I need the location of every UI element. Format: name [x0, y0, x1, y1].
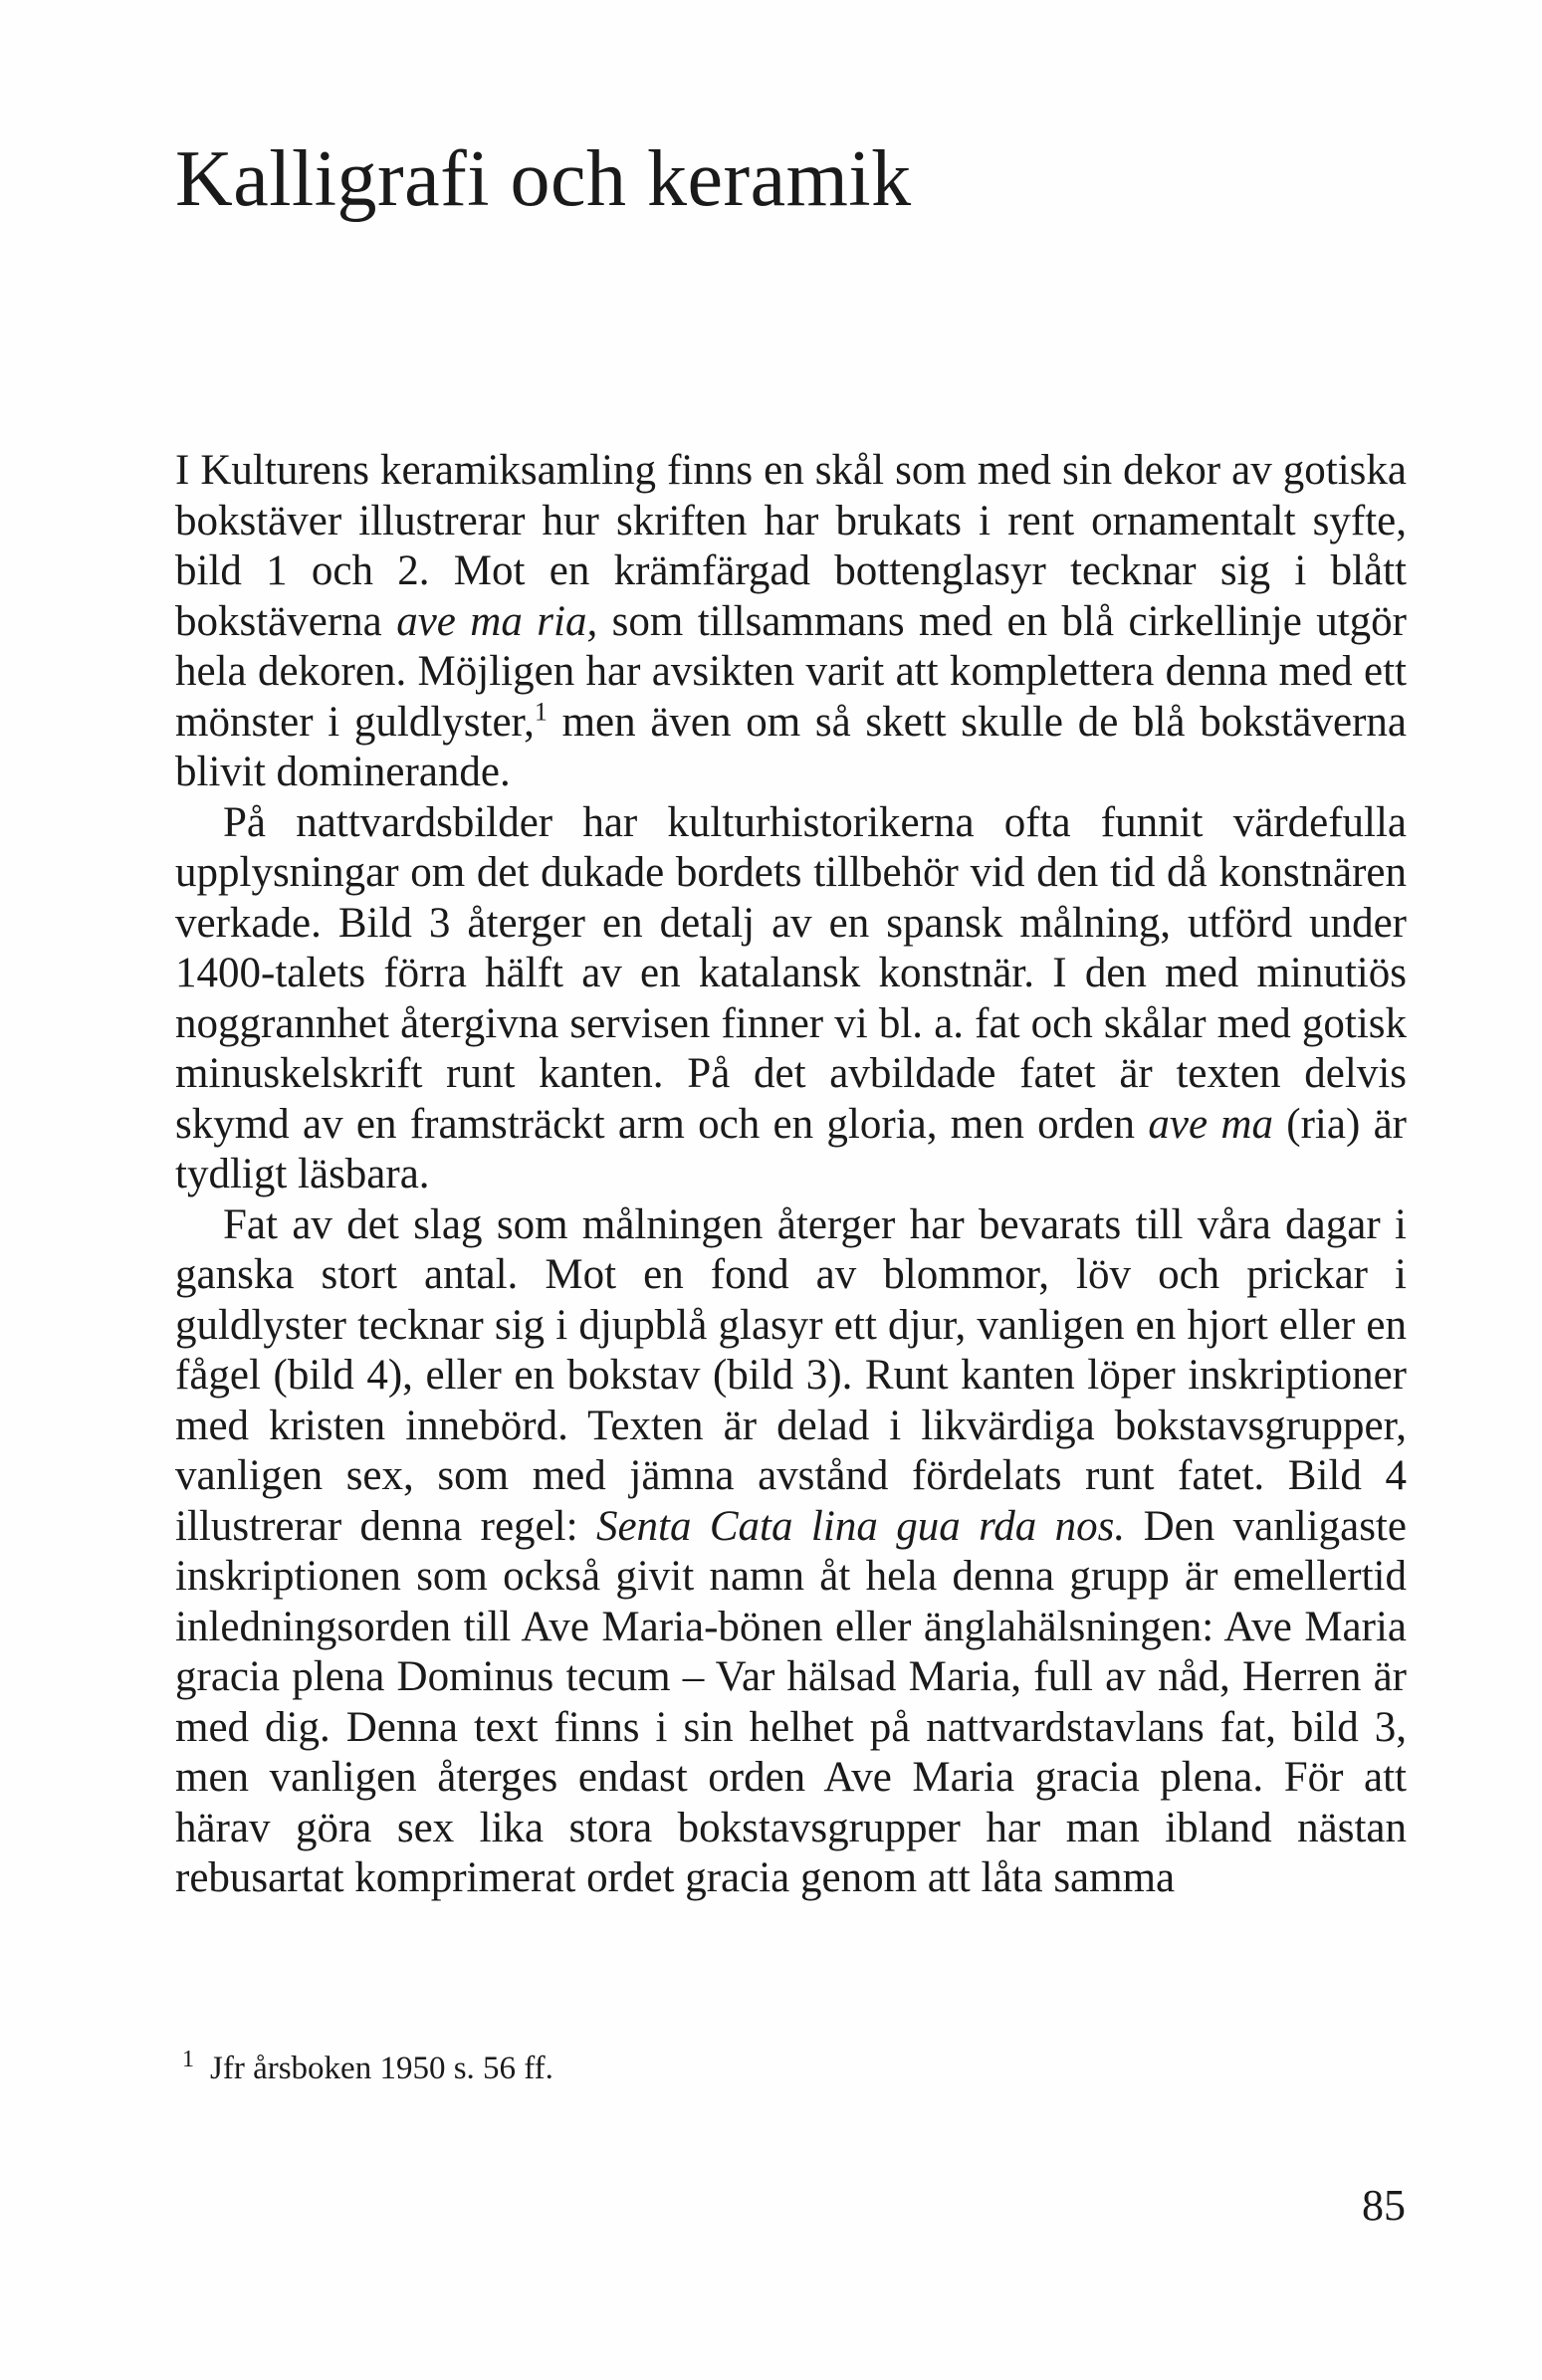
- paragraph: [175, 1200, 1407, 1904]
- text-segment: (ria) är tydligt läsbara.: [175, 1100, 1407, 1197]
- text-segment: I Kulturens keramiksamling finns en skål som med sin dekor av gotiska bokstäver illustrerar hur skriften har brukats i rent ornamentalt syfte, bild 1 och 2. Mot en krämfärgad bottenglasyr tecknar sig i blått bokstäverna: [175, 447, 1407, 645]
- text-segment: På nattvardsbilder har kulturhistorikerna ofta funnit värdefulla upplysningar om det dukade bordets tillbehör vid den tid då konstnären verkade. Bild 3 återger en detalj av en spansk målning, utförd under 1400-talets förra hälft av en katalansk konstnär. I den med minutiös noggrannhet återgivna servisen finner vi bl. a. fat och skålar med gotisk minuskelskrift runt kanten. På det avbildade fatet är texten delvis skymd av en framsträckt arm och en gloria, men orden: [175, 798, 1407, 1148]
- page-number: 85: [1362, 2181, 1406, 2230]
- paragraph: [175, 446, 1407, 798]
- text-segment: som tillsammans med en blå cirkellinje utgör hela dekoren. Möjligen har avsikten varit att komplettera denna med ett mönster i guldlyster,: [175, 597, 1408, 746]
- italic-phrase: Senta Cata lina gua rda nos.: [595, 1502, 1126, 1550]
- footnote-reference: 1: [534, 697, 548, 727]
- italic-phrase: ave ma ria,: [396, 597, 598, 645]
- chapter-title: Kalligrafi och keramik: [175, 135, 912, 223]
- text-segment: Den vanligaste inskriptionen som också givit namn åt hela denna grupp är emellertid inledningsorden till Ave Maria-bönen eller änglahälsningen: Ave Maria gracia plena Dominus tecum – Var hälsad Maria, full av nåd, Herren är med dig. Denna text finns i sin helhet på nattvardstavlans fat, bild 3, men vanligen återges endast orden Ave Maria gracia plena. För att härav göra sex lika stora bokstavsgrupper har man ibland nästan rebusartat komprimerat ordet gracia genom att låta samma: [175, 1502, 1407, 1901]
- paragraph: [175, 798, 1407, 1200]
- text-segment: Fat av det slag som målningen återger har bevarats till våra dagar i ganska stort antal. Mot en fond av blommor, löv och prickar i guldlyster tecknar sig i djupblå glasyr ett djur, vanligen en hjort eller en fågel (bild 4), eller en bokstav (bild 3). Runt kanten löper inskriptioner med kristen innebörd. Texten är delad i likvärdiga bokstavsgrupper, vanligen sex, som med jämna avstånd fördelats runt fatet. Bild 4 illustrerar denna regel:: [175, 1200, 1407, 1550]
- body-text: [175, 446, 1407, 1904]
- text-segment: men även om så skett skulle de blå bokstäverna blivit dominerande.: [175, 698, 1407, 795]
- footnote-text: Jfr årsboken 1950 s. 56 ff.: [210, 2051, 553, 2086]
- footnote: [182, 2048, 553, 2085]
- italic-phrase: ave ma: [1148, 1100, 1273, 1148]
- footnote-mark: 1: [182, 2047, 194, 2072]
